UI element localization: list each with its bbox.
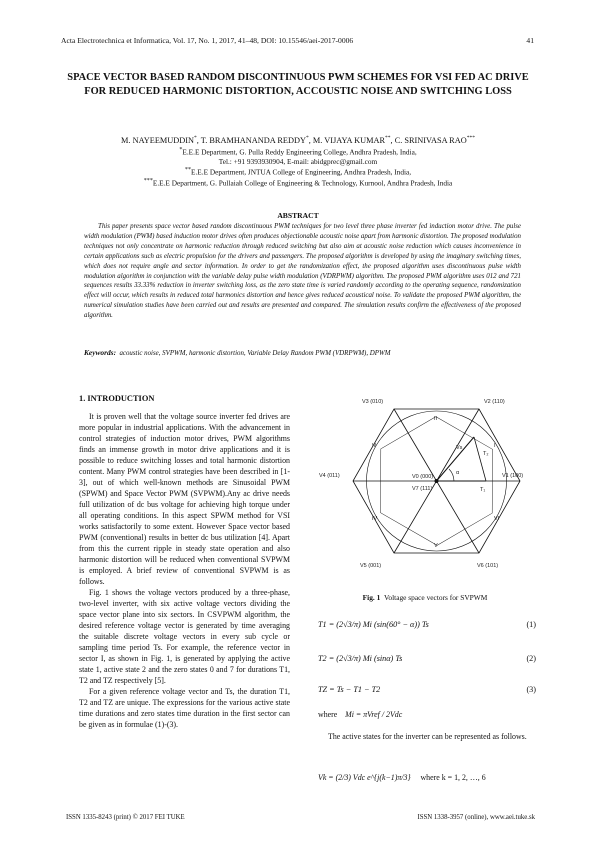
t2-component: [474, 437, 486, 481]
author-sep: ,: [196, 135, 201, 145]
figure-caption: [314, 593, 536, 602]
author-mark: ***: [466, 135, 475, 141]
sector-4: IV: [372, 516, 378, 522]
label-vs: Vs: [456, 445, 463, 451]
equation-3: TZ = Ts − T1 − T2: [318, 685, 381, 694]
author-mark: *: [305, 135, 309, 141]
abstract-heading: ABSTRACT: [277, 211, 319, 220]
author-list: [60, 135, 536, 145]
aff-mark: **: [184, 167, 191, 173]
aff-text: E.E.E Department, JNTUA College of Engineering, Andhra Pradesh, India,: [191, 167, 412, 177]
mi-formula: Mi = πVref / 2Vdc: [345, 710, 403, 719]
label-t1: T₁: [480, 487, 486, 493]
running-header: Acta Electrotechnica et Informatica, Vol. 17, No. 1, 2017, 41–48, DOI: 10.15546/aei-2017-0006: [61, 36, 354, 45]
vk-equation: [318, 772, 536, 783]
equation-number: (1): [526, 620, 536, 629]
paragraph: The active states for the inverter can be represented as follows.: [328, 732, 527, 741]
label-v4: V4 (011): [319, 473, 340, 479]
label-v7: V7 (111): [412, 486, 433, 492]
label-v5: V5 (001): [360, 563, 382, 569]
author-name: M. VIJAYA KUMAR: [312, 135, 386, 145]
paragraph: Fig. 1 shows the voltage vectors produced by a three-phase, two-level inverter, with six active voltage vectors dividing the space vector plane into six sectors. In CSVPWM algorithm, the desired reference voltage vector is generated by time averaging the suitable discrete voltage vectors in every sub cycle or sampling time period Ts. For example, the reference vector in sector I, as shown in Fig. 1, is generated by applying the active state 1, active state 2 and the zero states 0 and 7 for durations T1, T2 and TZ respectively [5].: [79, 588, 290, 685]
equation-2: T2 = (2√3/π) Mi (sinα) Ts: [318, 654, 403, 663]
label-v1: V1 (100): [502, 473, 524, 479]
alpha-arc: [449, 469, 454, 481]
author-name: M. NAYEEMUDDIN: [121, 135, 195, 145]
space-vector-diagram: [314, 385, 536, 590]
aff-text: E.E.E Department, G. Pullaiah College of Engineering & Technology, Kurnool, Andhra Pradesh, India: [152, 178, 453, 188]
keywords-label: Keywords:: [84, 348, 117, 357]
sector-5: V: [434, 543, 438, 549]
caption-label: Fig. 1: [362, 593, 381, 602]
affiliation-3: [60, 178, 536, 187]
aff-text: E.E.E Department, G. Pulla Reddy Engineering College, Andhra Pradesh, India,: [182, 147, 417, 157]
author-sep: ,: [390, 135, 395, 145]
sector-2: II: [434, 416, 438, 422]
author-name: T. BRAMHANANDA REDDY: [200, 135, 306, 145]
mi-definition: [318, 709, 536, 720]
paper-title: SPACE VECTOR BASED RANDOM DISCONTINUOUS PWM SCHEMES FOR VSI FED AC DRIVE FOR REDUCED HARMONIC DISTORTION, ACCOUSTIC NOISE AND SWITCHING LOSS: [67, 72, 529, 97]
label-t2: T₂: [483, 451, 489, 457]
aff-mark: *: [179, 147, 183, 153]
page-number: 41: [526, 36, 534, 45]
aff-mark: ***: [143, 178, 153, 184]
section-heading: 1. INTRODUCTION: [79, 394, 155, 403]
author-sep: ,: [308, 135, 313, 145]
equation-number: (3): [526, 685, 536, 694]
author-mark: *: [194, 135, 197, 141]
sector-1: I: [494, 443, 496, 449]
sector-6: VI: [494, 516, 500, 522]
author-name: C. SRINIVASA RAO: [394, 135, 467, 145]
affiliation-1: [60, 147, 536, 156]
vk-formula: Vk = (2/3) Vdc e^{j(k−1)π/3}: [318, 773, 411, 782]
equation-number: (2): [526, 654, 536, 663]
left-column: [79, 411, 290, 730]
equation-1: T1 = (2√3/π) Mi (sin(60° − α)) Ts: [318, 620, 429, 629]
label-v0: V0 (000): [412, 474, 434, 480]
abstract-text: This paper presents space vector based random discontinuous PWM techniques for two level three phase inverter fed induction motor drive. The pulse width modulation (PWM) based induction motor drives often produces objectionable acoustic noise apart from harmonic distortion. The proposed modulation techniques not only concentrate on harmonic reduction through reduced switching but also aim at acoustic noise reduction which causes inconvenience in certain applications such as electric propulsion for the drivers and passengers. The proposed algorithm is developed by using the imaginary switching times, which does not require angle and sector information. In order to get the randomization effect, the proposed algorithm uses discontinuous pulse width modulation algorithm in conjunction with the variable delay pulse width modulation (VDRPWM) algorithm. The proposed PWM algorithm uses 012 and 721 sequences results 33.33% reduction in inverter switching loss, as the zero state time is varied randomly according to the operating sequence, randomization effect will occur, which results in reduced total harmonics distortion and hence gives reduced acoustical noise. To validate the proposed PWM algorithm, the numerical simulation studies have been carried out and results are presented and compared. The simulation results confirm the effectiveness of the proposed algorithm.: [84, 223, 521, 320]
label-v6: V6 (101): [477, 563, 499, 569]
label-v2: V2 (110): [484, 399, 505, 405]
origin-dot: [435, 479, 439, 483]
footer-issn-online: ISSN 1338-3957 (online), www.aei.tuke.sk: [417, 814, 535, 821]
affiliation-2: [60, 167, 536, 176]
paragraph: For a given reference voltage vector and Ts, the duration T1, T2 and TZ are unique. The expressions for the various active state time durations and zero states time duration in the first sector can be given as in formulae (1)-(3).: [79, 687, 290, 729]
paragraph: It is proven well that the voltage source inverter fed drives are more popular in industrial applications. With the advancement in control strategies of induction motor drives, PWM algorithms finds an immense growth in motor drive applications and it is possible to reduce switching losses and total harmonic distortion content. Many PWM control strategies have been described in [1-3], out of which well-known methods are Sinusoidal PWM (SPWM) and Space Vector PWM (SVPWM).Any ac drive needs full utilization of dc bus voltage for achieving high torque under all operating conditions. In this aspect SPWM method for VSI works satisfactorily to some extent. However Space vector based PWM (conventional) results in better dc bus utilization [4]. Apart from this the current ripple in steady state operation and also harmonic distortion will be reduced when conventional SVPWM is employed. A brief review of conventional SVPWM is as follows.: [79, 412, 290, 586]
label-alpha: α: [456, 470, 460, 476]
footer-issn-print: ISSN 1335-8243 (print) © 2017 FEI TUKE: [66, 814, 185, 821]
label-v3: V3 (010): [362, 399, 384, 405]
sector-3: III: [372, 443, 377, 449]
keywords-text: acoustic noise, SVPWM, harmonic distortion, Variable Delay Random PWM (VDRPWM), DPWM: [119, 350, 391, 357]
where-label: where: [318, 710, 338, 719]
author-mark: **: [385, 135, 391, 141]
keywords: [84, 348, 521, 357]
contact-line: Tel.: +91 9393930904, E-mail: abidgprec@gmail.com: [218, 157, 378, 166]
caption-text: Voltage space vectors for SVPWM: [384, 593, 488, 602]
vk-where: where k = 1, 2, …, 6: [420, 773, 486, 782]
